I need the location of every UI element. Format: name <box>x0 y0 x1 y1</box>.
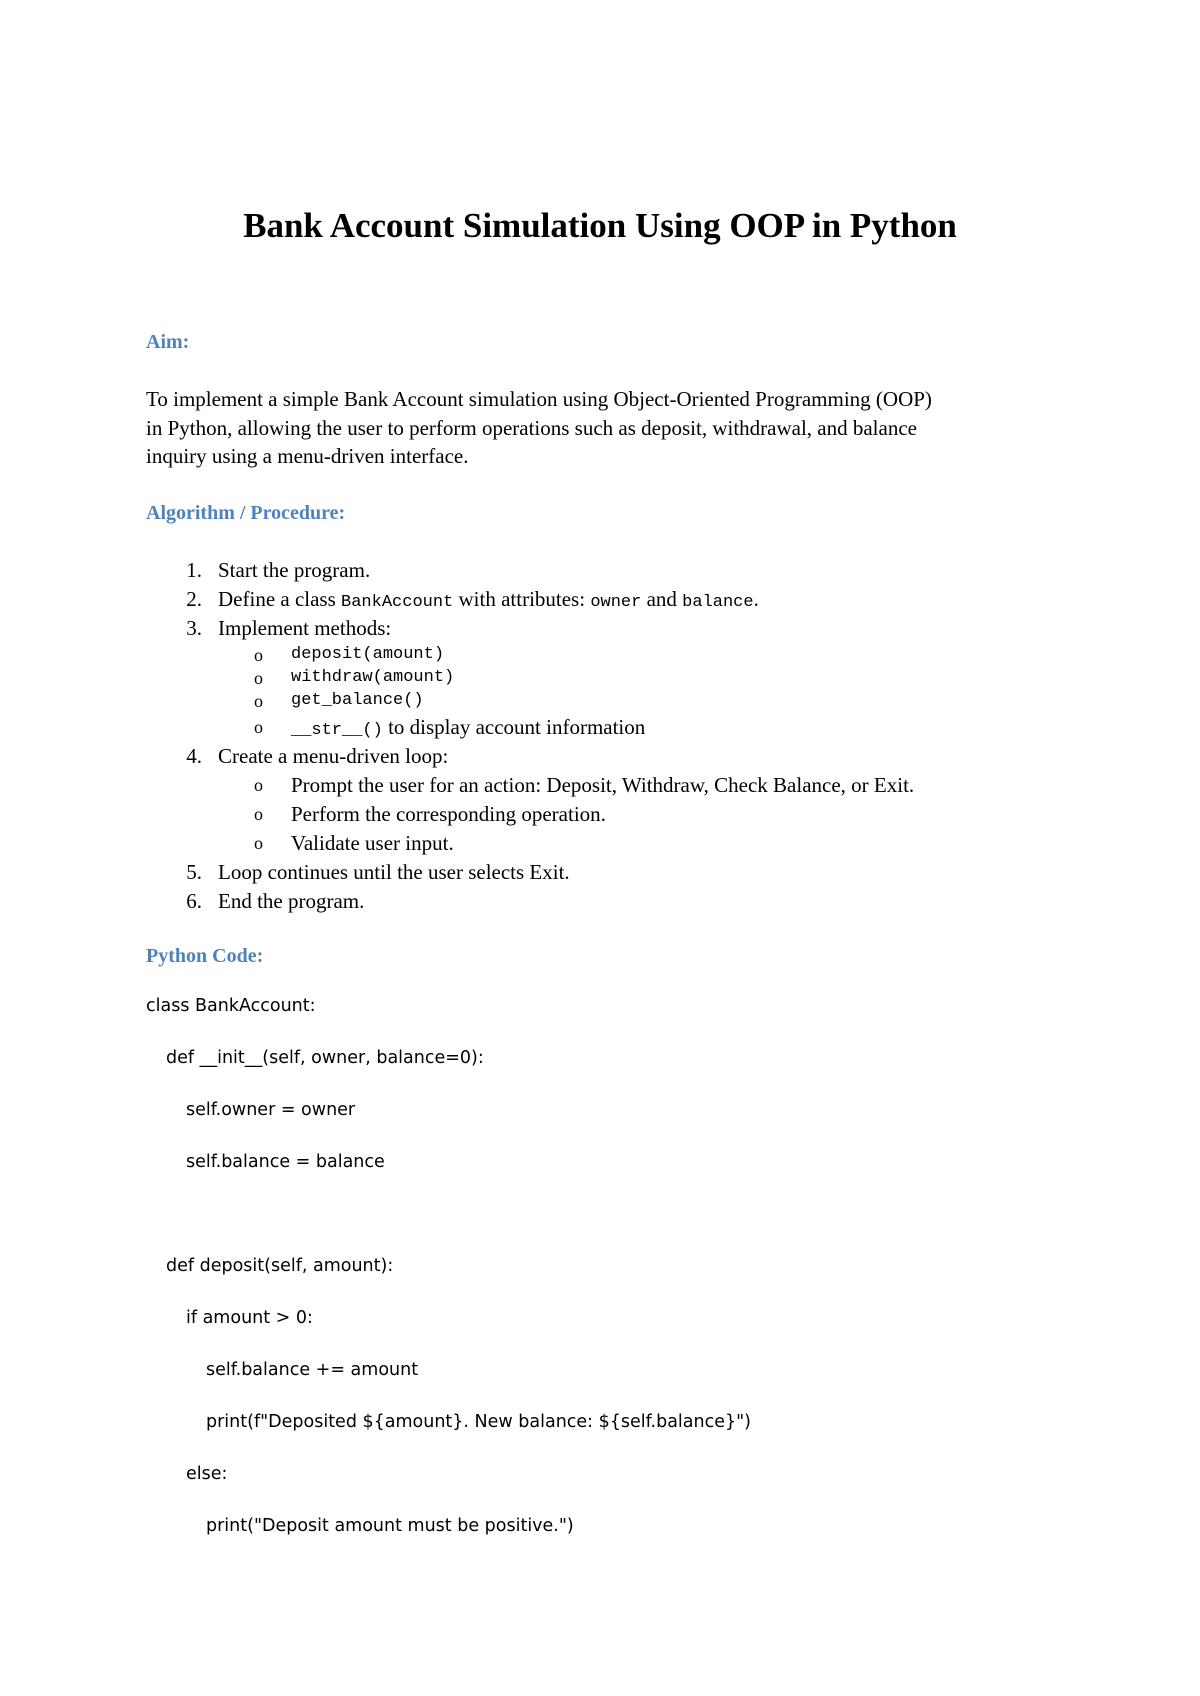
step-number: 2. <box>186 587 202 611</box>
aim-paragraph <box>146 385 1076 471</box>
step-text: Implement methods: <box>218 616 392 640</box>
step-number: 5. <box>186 860 202 884</box>
method-code: withdraw(amount) <box>291 668 455 687</box>
code-line: self.balance += amount <box>206 1360 419 1380</box>
code-line: self.balance = balance <box>186 1152 385 1172</box>
loop-item-text: Perform the corresponding operation. <box>291 802 606 826</box>
bullet-icon: o <box>254 775 263 795</box>
aim-line-2: in Python, allowing the user to perform operations such as deposit, withdrawal, and balance <box>146 415 917 440</box>
step-text: Define a class BankAccount with attributes: owner and balance. <box>218 587 759 612</box>
loop-item-text: Prompt the user for an action: Deposit, Withdraw, Check Balance, or Exit. <box>291 773 915 797</box>
method-code: get_balance() <box>291 691 424 710</box>
bullet-icon: o <box>254 645 263 665</box>
method-code: __str__() <box>291 721 383 740</box>
code-line: def __init__(self, owner, balance=0): <box>166 1048 484 1068</box>
step-number: 3. <box>186 616 202 640</box>
bullet-icon: o <box>254 691 263 711</box>
bullet-icon: o <box>254 804 263 824</box>
bullet-icon: o <box>254 668 263 688</box>
step-number: 1. <box>186 558 202 582</box>
code-line: else: <box>186 1464 228 1484</box>
bullet-icon: o <box>254 717 263 737</box>
step-number: 4. <box>186 744 202 768</box>
algorithm-heading: Algorithm / Procedure: <box>146 502 346 524</box>
step-text: Create a menu-driven loop: <box>218 744 449 768</box>
attr-balance-code: balance <box>682 593 754 612</box>
step-text: Loop continues until the user selects Exit. <box>218 860 570 884</box>
aim-line-1: To implement a simple Bank Account simulation using Object-Oriented Programming (OOP) <box>146 387 932 411</box>
step-text: End the program. <box>218 889 365 913</box>
code-line: self.owner = owner <box>186 1100 356 1120</box>
class-name-code: BankAccount <box>341 593 454 612</box>
aim-line-3: inquiry using a menu-driven interface. <box>146 444 469 468</box>
loop-item-text: Validate user input. <box>291 831 454 855</box>
step-number: 6. <box>186 889 202 913</box>
bullet-icon: o <box>254 833 263 853</box>
method-description: to display account information <box>382 715 646 739</box>
python-code-heading: Python Code: <box>146 945 264 967</box>
aim-heading: Aim: <box>146 331 190 353</box>
code-line: print("Deposit amount must be positive.") <box>206 1516 574 1536</box>
step-text: Start the program. <box>218 558 371 582</box>
code-line: class BankAccount: <box>146 996 316 1016</box>
attr-owner-code: owner <box>590 593 642 612</box>
code-line: if amount > 0: <box>186 1308 313 1328</box>
method-code: deposit(amount) <box>291 645 445 664</box>
document-title: Bank Account Simulation Using OOP in Python <box>243 206 957 245</box>
code-line: print(f"Deposited ${amount}. New balance: ${self.balance}") <box>206 1412 752 1432</box>
code-line: def deposit(self, amount): <box>166 1256 394 1276</box>
